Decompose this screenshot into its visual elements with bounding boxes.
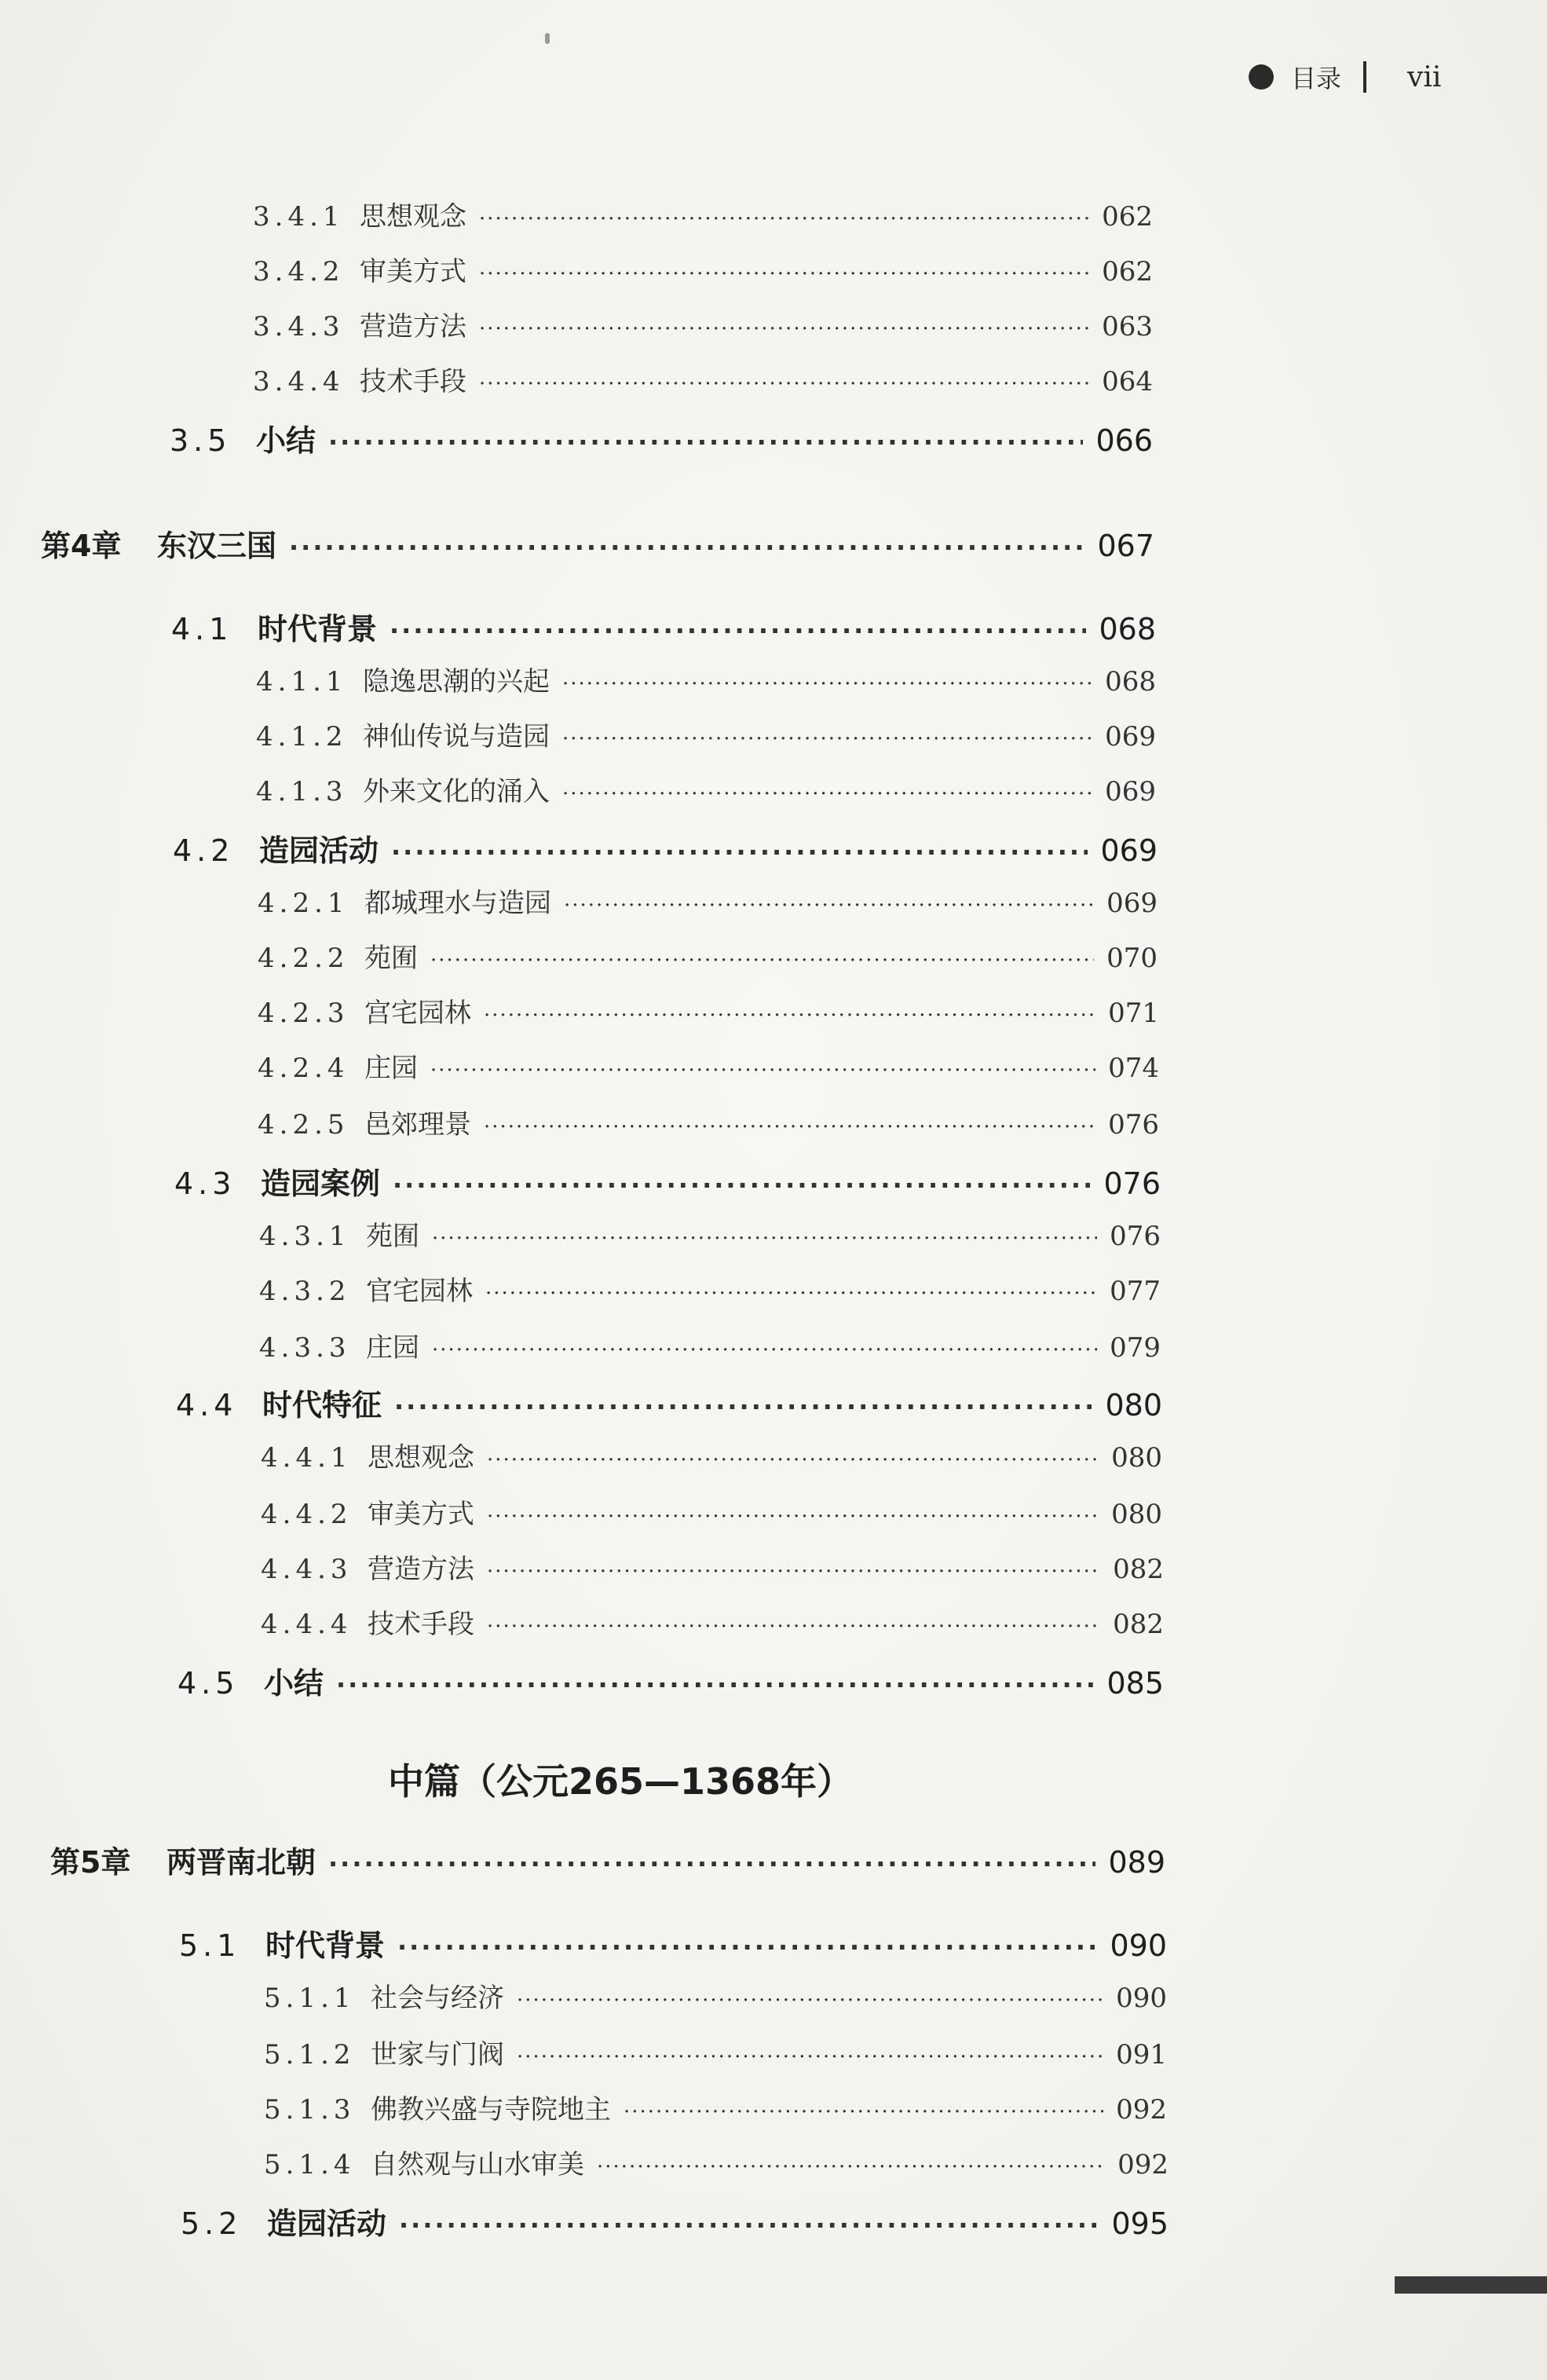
toc-entry-title: 佛教兴盛与寺院地主 xyxy=(371,2094,611,2126)
toc-entry-page: 089 xyxy=(1108,1845,1165,1880)
toc-subsection-entry xyxy=(256,660,1156,698)
toc-entry-page: 079 xyxy=(1110,1332,1161,1364)
header-page-number: vii xyxy=(1407,60,1442,93)
toc-entry-title: 营造方法 xyxy=(368,1554,474,1585)
toc-entry-number: 3.4.4 xyxy=(253,366,345,397)
toc-dot-leader xyxy=(517,2045,1103,2069)
toc-entry-title: 苑囿 xyxy=(366,1221,419,1252)
toc-entry-title: 技术手段 xyxy=(368,1609,474,1640)
toc-entry-page: 080 xyxy=(1111,1499,1162,1530)
toc-entry-number: 5.1 xyxy=(179,1928,241,1963)
toc-entry-number: 4.3.2 xyxy=(259,1276,351,1307)
toc-entry-page: 082 xyxy=(1113,1609,1164,1640)
toc-entry-title: 技术手段 xyxy=(360,366,466,397)
toc-entry-page: 068 xyxy=(1099,612,1156,646)
toc-entry-title: 隐逸思潮的兴起 xyxy=(363,666,550,698)
toc-dot-leader xyxy=(479,207,1089,231)
toc-entry-title: 营造方法 xyxy=(360,311,466,342)
toc-subsection-entry xyxy=(258,881,1158,920)
toc-subsection-entry xyxy=(261,1547,1164,1586)
toc-subsection-entry xyxy=(256,770,1156,808)
toc-dot-leader xyxy=(328,427,1083,457)
toc-dot-leader xyxy=(487,1615,1100,1639)
toc-entry-title: 思想观念 xyxy=(360,201,466,233)
toc-entry-number: 4.4.3 xyxy=(261,1554,353,1585)
toc-entry-number: 4.4.2 xyxy=(261,1499,353,1530)
toc-section-entry xyxy=(173,826,1158,870)
toc-entry-number: 3.5 xyxy=(170,423,232,458)
toc-entry-title: 宫宅园林 xyxy=(364,998,471,1029)
toc-entry-number: 3.4.2 xyxy=(253,256,345,287)
toc-entry-number: 4.4 xyxy=(176,1388,238,1423)
toc-entry-title: 邑郊理景 xyxy=(364,1109,471,1141)
toc-entry-title: 小结 xyxy=(256,423,316,458)
toc-subsection-entry xyxy=(264,2143,1168,2181)
toc-entry-title: 官宅园林 xyxy=(366,1276,473,1307)
toc-entry-number: 4.1 xyxy=(171,612,233,646)
toc-entry-title: 时代背景 xyxy=(258,612,378,646)
toc-dot-leader xyxy=(397,1932,1097,1962)
toc-dot-leader xyxy=(336,1670,1094,1700)
toc-subsection-entry xyxy=(253,360,1153,398)
toc-dot-leader xyxy=(479,262,1089,286)
toc-entry-title: 庄园 xyxy=(366,1332,419,1364)
toc-dot-leader xyxy=(564,894,1094,917)
toc-entry-page: 069 xyxy=(1105,776,1156,807)
toc-entry-page: 090 xyxy=(1116,1983,1167,2014)
toc-entry-page: 069 xyxy=(1105,721,1156,752)
toc-dot-leader xyxy=(399,2210,1099,2240)
toc-entry-number: 5.1.2 xyxy=(264,2039,356,2071)
toc-entry-number: 4.3.1 xyxy=(259,1221,351,1252)
toc-entry-number: 4.4.1 xyxy=(261,1442,353,1474)
toc-subsection-entry xyxy=(253,305,1153,343)
toc-dot-leader xyxy=(391,837,1088,867)
toc-section-entry xyxy=(177,1659,1164,1702)
toc-entry-page: 063 xyxy=(1102,311,1153,342)
toc-dot-leader xyxy=(289,533,1084,562)
toc-dot-leader xyxy=(479,372,1089,396)
toc-entry-page: 069 xyxy=(1100,833,1158,868)
toc-section-entry xyxy=(171,605,1156,648)
toc-chapter-entry xyxy=(50,1838,1165,1881)
toc-entry-title: 时代特征 xyxy=(262,1388,382,1423)
toc-subsection-entry xyxy=(258,1103,1159,1141)
toc-entry-number: 3.4.3 xyxy=(253,311,345,342)
toc-dot-leader xyxy=(393,1170,1091,1200)
toc-entry-title: 两晋南北朝 xyxy=(166,1845,316,1880)
toc-entry-number: 4.5 xyxy=(177,1666,240,1701)
toc-dot-leader xyxy=(562,782,1092,806)
toc-entry-title: 苑囿 xyxy=(364,943,418,974)
toc-entry-number: 4.2.2 xyxy=(258,943,349,974)
toc-subsection-entry xyxy=(264,2088,1167,2126)
toc-entry-number: 5.1.3 xyxy=(264,2094,356,2126)
toc-dot-leader xyxy=(394,1392,1092,1422)
toc-dot-leader xyxy=(562,727,1092,751)
toc-entry-number: 第4章 xyxy=(41,529,122,563)
toc-subsection-entry xyxy=(259,1269,1161,1308)
toc-entry-page: 080 xyxy=(1105,1388,1162,1423)
toc-dot-leader xyxy=(430,1059,1095,1082)
toc-entry-page: 090 xyxy=(1110,1928,1167,1963)
toc-entry-page: 069 xyxy=(1106,888,1158,919)
toc-entry-title: 神仙传说与造园 xyxy=(363,721,550,752)
toc-subsection-entry xyxy=(258,1046,1159,1085)
toc-entry-number: 3.4.1 xyxy=(253,201,345,233)
toc-entry-page: 068 xyxy=(1105,666,1156,698)
toc-subsection-entry xyxy=(259,1326,1161,1364)
toc-entry-page: 062 xyxy=(1102,256,1153,287)
toc-dot-leader xyxy=(485,1282,1097,1305)
toc-entry-page: 071 xyxy=(1108,998,1159,1029)
toc-entry-number: 4.2 xyxy=(173,833,235,868)
toc-subsection-entry xyxy=(259,1214,1161,1253)
toc-entry-number: 4.2.5 xyxy=(258,1109,349,1141)
toc-entry-number: 第5章 xyxy=(50,1845,131,1880)
toc-section-entry xyxy=(179,1921,1167,1964)
toc-entry-title: 时代背景 xyxy=(265,1928,386,1963)
toc-entry-title: 审美方式 xyxy=(360,256,466,287)
toc-subsection-entry xyxy=(261,1602,1164,1641)
toc-entry-page: 076 xyxy=(1103,1166,1161,1201)
header-section-name: 目录 xyxy=(1291,64,1342,93)
toc-entry-title: 造园活动 xyxy=(267,2206,387,2241)
toc-dot-leader xyxy=(624,2100,1103,2124)
toc-subsection-entry xyxy=(258,991,1159,1030)
toc-subsection-entry xyxy=(261,1436,1162,1474)
toc-entry-number: 4.2.3 xyxy=(258,998,349,1029)
toc-section-entry xyxy=(174,1159,1161,1203)
toc-dot-leader xyxy=(487,1505,1099,1529)
toc-dot-leader xyxy=(484,1004,1095,1027)
toc-entry-number: 4.4.4 xyxy=(261,1609,353,1640)
toc-entry-page: 062 xyxy=(1102,201,1153,233)
toc-dot-leader xyxy=(597,2155,1105,2179)
toc-entry-title: 世家与门阀 xyxy=(371,2039,504,2071)
toc-subsection-entry xyxy=(258,936,1158,975)
toc-dot-leader xyxy=(562,672,1092,696)
toc-entry-title: 都城理水与造园 xyxy=(364,888,551,919)
toc-entry-page: 074 xyxy=(1108,1053,1159,1084)
toc-dot-leader xyxy=(487,1448,1099,1472)
toc-entry-page: 092 xyxy=(1117,2149,1168,2180)
toc-entry-number: 4.1.3 xyxy=(256,776,348,807)
toc-entry-title: 造园案例 xyxy=(261,1166,381,1201)
toc-dot-leader xyxy=(430,949,1094,972)
toc-entry-number: 5.1.1 xyxy=(264,1983,356,2014)
toc-entry-page: 070 xyxy=(1106,943,1158,974)
toc-dot-leader xyxy=(484,1115,1095,1139)
toc-entry-number: 4.2.1 xyxy=(258,888,349,919)
toc-subsection-entry xyxy=(256,715,1156,753)
toc-subsection-entry xyxy=(253,250,1153,288)
toc-entry-title: 东汉三国 xyxy=(157,529,277,563)
toc-dot-leader xyxy=(479,317,1089,341)
toc-entry-page: 076 xyxy=(1110,1221,1161,1252)
toc-entry-title: 庄园 xyxy=(364,1053,418,1084)
toc-section-entry xyxy=(176,1381,1162,1424)
toc-dot-leader xyxy=(432,1338,1097,1362)
toc-entry-number: 5.1.4 xyxy=(264,2149,356,2180)
toc-entry-title: 外来文化的涌入 xyxy=(363,776,550,807)
toc-subsection-entry xyxy=(264,2033,1167,2071)
toc-dot-leader xyxy=(517,1989,1103,2012)
toc-entry-title: 小结 xyxy=(264,1666,324,1701)
toc-entry-page: 092 xyxy=(1116,2094,1167,2126)
toc-entry-title: 审美方式 xyxy=(368,1499,474,1530)
toc-entry-page: 085 xyxy=(1106,1666,1164,1701)
toc-dot-leader xyxy=(432,1227,1097,1250)
toc-entry-number: 4.3 xyxy=(174,1166,236,1201)
toc-subsection-entry xyxy=(261,1492,1162,1531)
toc-entry-page: 067 xyxy=(1097,529,1154,563)
toc-entry-number: 4.3.3 xyxy=(259,1332,351,1364)
toc-entry-number: 4.1.2 xyxy=(256,721,348,752)
toc-entry-page: 077 xyxy=(1110,1276,1161,1307)
toc-entry-page: 066 xyxy=(1095,423,1153,458)
toc-subsection-entry xyxy=(264,1976,1167,2015)
toc-entry-title: 自然观与山水审美 xyxy=(371,2149,584,2180)
page-edge-shadow xyxy=(1395,2276,1547,2294)
toc-entry-title: 思想观念 xyxy=(368,1442,474,1474)
toc-entry-page: 082 xyxy=(1113,1554,1164,1585)
toc-entry-title: 社会与经济 xyxy=(371,1983,504,2014)
toc-entry-page: 091 xyxy=(1116,2039,1167,2071)
toc-section-entry xyxy=(181,2199,1168,2243)
part-title: 中篇（公元265—1368年） xyxy=(388,1760,854,1803)
toc-entry-number: 4.1.1 xyxy=(256,666,348,698)
toc-entry-page: 076 xyxy=(1108,1109,1159,1141)
toc-section-entry xyxy=(170,416,1153,460)
toc-subsection-entry xyxy=(253,195,1153,233)
toc-entry-page: 095 xyxy=(1111,2206,1168,2241)
toc-dot-leader xyxy=(389,616,1086,646)
toc-dot-leader xyxy=(328,1849,1095,1879)
toc-entry-number: 4.2.4 xyxy=(258,1053,349,1084)
toc-entry-page: 080 xyxy=(1111,1442,1162,1474)
toc-entry-title: 造园活动 xyxy=(259,833,379,868)
toc-entry-page: 064 xyxy=(1102,366,1153,397)
toc-dot-leader xyxy=(487,1560,1100,1584)
toc-entry-number: 5.2 xyxy=(181,2206,243,2241)
toc-chapter-entry xyxy=(41,522,1154,565)
